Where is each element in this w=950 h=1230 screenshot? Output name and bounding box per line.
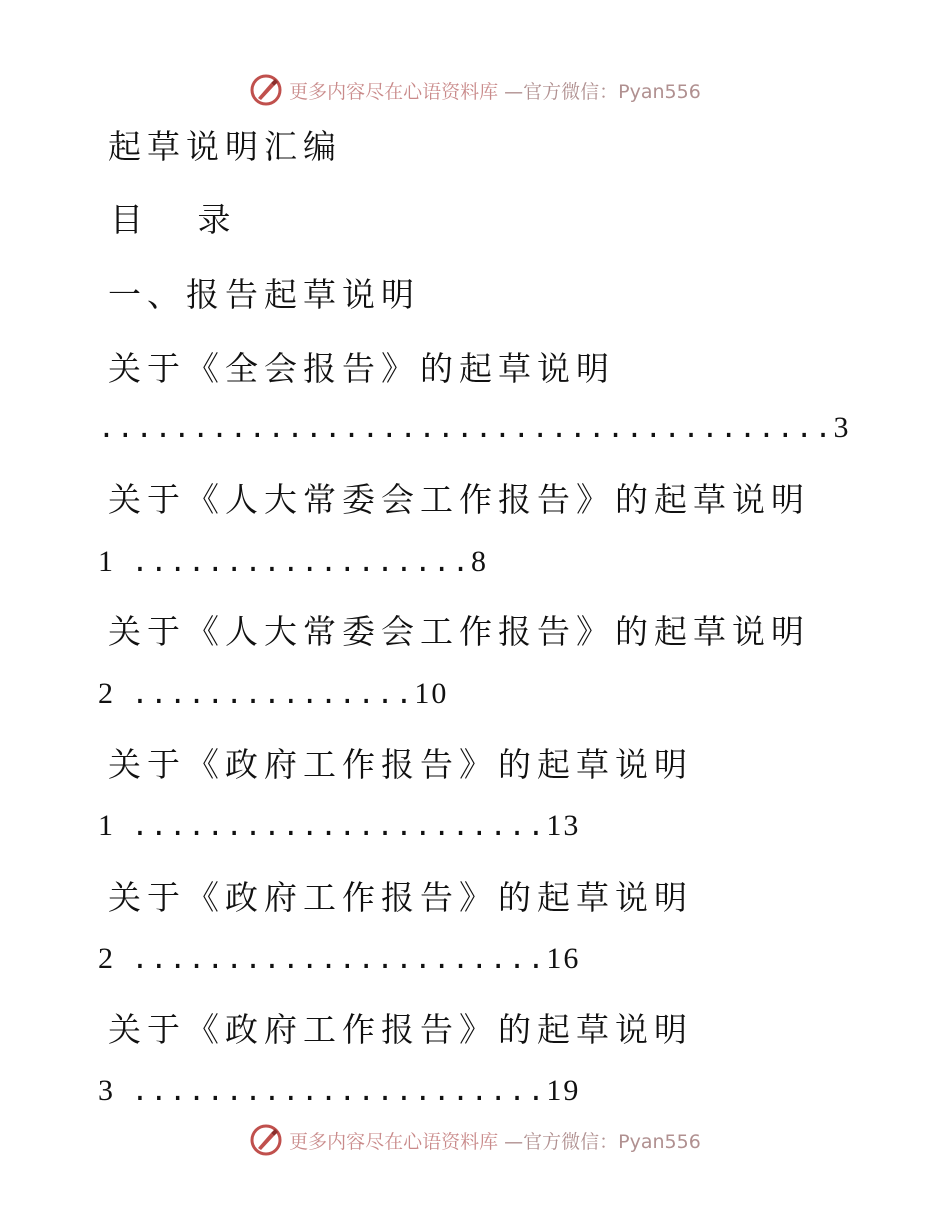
toc-entry-title: 关于《全会报告》的起草说明 bbox=[108, 349, 615, 388]
toc-dots: ....................................... bbox=[98, 411, 834, 444]
toc-entry-title: 关于《政府工作报告》的起草说明 bbox=[108, 878, 693, 917]
toc-page-number: 3 bbox=[833, 411, 851, 444]
toc-page-number: 10 bbox=[414, 677, 449, 710]
toc-entry-title: 关于《人大常委会工作报告》的起草说明 bbox=[108, 480, 810, 519]
toc-entry-title: 关于《政府工作报告》的起草说明 bbox=[108, 1010, 693, 1049]
toc-dots: ...................... bbox=[131, 942, 547, 975]
toc-entry-leader bbox=[98, 1069, 580, 1111]
toc-page-number: 13 bbox=[546, 809, 581, 842]
toc-entry-leader bbox=[98, 540, 488, 582]
header-watermark bbox=[0, 70, 950, 110]
toc-entry-prefix: 1 bbox=[98, 809, 115, 842]
footer-watermark bbox=[0, 1120, 950, 1160]
pen-logo-icon bbox=[249, 73, 283, 107]
toc-dots: .................. bbox=[131, 545, 471, 578]
watermark-contact: —官方微信：Pyan556 bbox=[504, 80, 701, 103]
toc-dots: ............... bbox=[131, 677, 415, 710]
toc-page-number: 16 bbox=[546, 942, 581, 975]
toc-heading: 目 录 bbox=[110, 200, 253, 239]
toc-entry-leader bbox=[98, 804, 580, 846]
toc-entry-prefix: 3 bbox=[98, 1074, 115, 1107]
section-heading: 一、报告起草说明 bbox=[108, 275, 420, 314]
toc-entry-prefix: 1 bbox=[98, 545, 115, 578]
toc-dots: ...................... bbox=[131, 809, 547, 842]
watermark-contact: —官方微信：Pyan556 bbox=[504, 1130, 701, 1153]
toc-dots: ...................... bbox=[131, 1074, 547, 1107]
toc-page-number: 19 bbox=[546, 1074, 581, 1107]
toc-entry-prefix: 2 bbox=[98, 677, 115, 710]
toc-entry-title: 关于《政府工作报告》的起草说明 bbox=[108, 745, 693, 784]
toc-entry-title: 关于《人大常委会工作报告》的起草说明 bbox=[108, 612, 810, 651]
watermark-brand: 更多内容尽在心语资料库 bbox=[289, 1130, 499, 1153]
toc-page-number: 8 bbox=[470, 545, 488, 578]
toc-entry-leader bbox=[98, 937, 580, 979]
pen-logo-icon bbox=[249, 1123, 283, 1157]
watermark-brand: 更多内容尽在心语资料库 bbox=[289, 80, 499, 103]
toc-entry-leader bbox=[98, 406, 850, 448]
toc-entry-prefix: 2 bbox=[98, 942, 115, 975]
toc-entry-leader bbox=[98, 672, 448, 714]
document-title: 起草说明汇编 bbox=[108, 127, 342, 166]
